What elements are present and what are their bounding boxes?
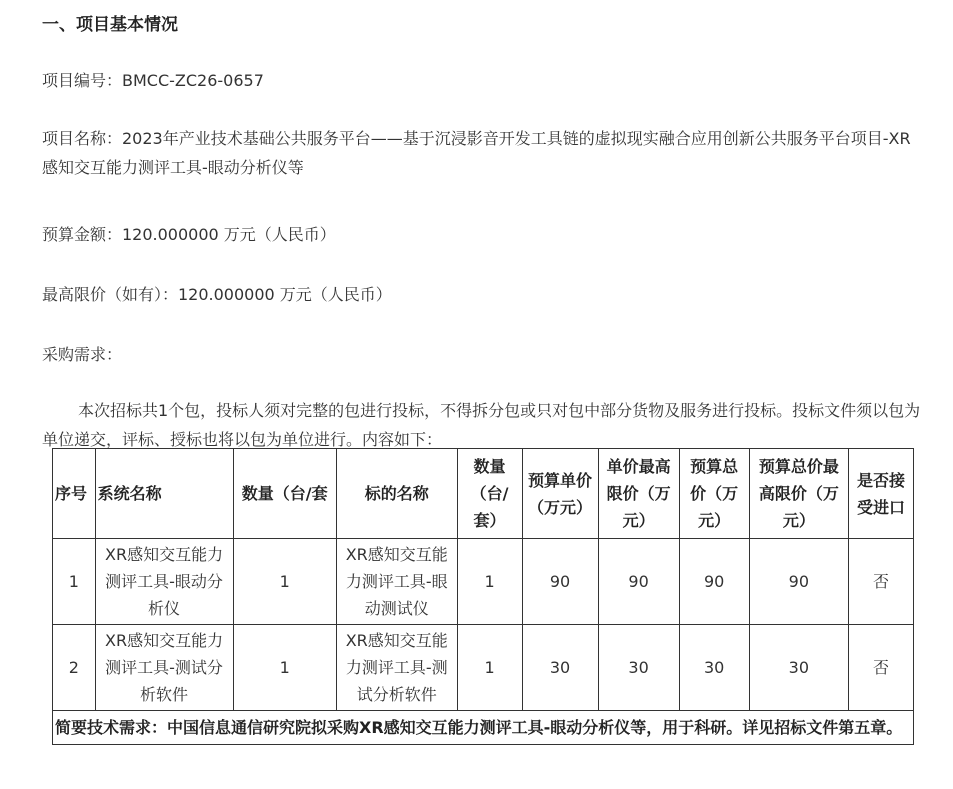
table-row <box>53 539 914 625</box>
intro-paragraph: 本次招标共1个包，投标人须对完整的包进行投标，不得拆分包或只对包中部分货物及服务进行投标。投标文件须以包为单位递交，评标、授标也将以包为单位进行。内容如下： <box>42 401 921 449</box>
cell-unit-budget: 90 <box>522 539 598 625</box>
table-header-row <box>53 449 914 539</box>
cell-total-max-price: 30 <box>749 625 848 711</box>
cell-total-max-price: 90 <box>749 539 848 625</box>
cell-unit-max-price: 90 <box>598 539 679 625</box>
cell-system-name: XR感知交互能力测评工具-眼动分析仪 <box>95 539 233 625</box>
cell-seq: 1 <box>53 539 96 625</box>
project-number: 项目编号：BMCC-ZC26-0657 <box>42 71 264 90</box>
header-total-budget: 预算总价（万元） <box>679 449 749 539</box>
cell-accept-import: 否 <box>849 625 914 711</box>
procurement-table <box>52 448 914 745</box>
cell-quantity: 1 <box>233 625 336 711</box>
header-system-name: 系统名称 <box>95 449 233 539</box>
header-unit-max-price: 单价最高限价（万元） <box>598 449 679 539</box>
cell-unit-max-price: 30 <box>598 625 679 711</box>
cell-unit-budget: 30 <box>522 625 598 711</box>
cell-total-budget: 30 <box>679 625 749 711</box>
header-quantity: 数量（台/套 <box>233 449 336 539</box>
max-price: 最高限价（如有）：120.000000 万元（人民币） <box>42 285 392 304</box>
header-unit-budget: 预算单价（万元） <box>522 449 598 539</box>
cell-quantity-2: 1 <box>457 625 522 711</box>
header-seq: 序号 <box>53 449 96 539</box>
technical-summary: 简要技术需求：中国信息通信研究院拟采购XR感知交互能力测评工具-眼动分析仪等，用于科研。详见招标文件第五章。 <box>53 711 914 745</box>
cell-quantity-2: 1 <box>457 539 522 625</box>
cell-accept-import: 否 <box>849 539 914 625</box>
header-accept-import: 是否接受进口 <box>849 449 914 539</box>
table-summary-row <box>53 711 914 745</box>
header-quantity-2: 数量（台/套） <box>457 449 522 539</box>
header-item-name: 标的名称 <box>336 449 457 539</box>
project-name: 项目名称：2023年产业技术基础公共服务平台——基于沉浸影音开发工具链的虚拟现实融合应用创新公共服务平台项目-XR感知交互能力测评工具-眼动分析仪等 <box>42 129 911 177</box>
cell-quantity: 1 <box>233 539 336 625</box>
cell-item-name: XR感知交互能力测评工具-测试分析软件 <box>336 625 457 711</box>
cell-item-name: XR感知交互能力测评工具-眼动测试仪 <box>336 539 457 625</box>
cell-system-name: XR感知交互能力测评工具-测试分析软件 <box>95 625 233 711</box>
cell-seq: 2 <box>53 625 96 711</box>
table-row <box>53 625 914 711</box>
cell-total-budget: 90 <box>679 539 749 625</box>
budget-amount: 预算金额：120.000000 万元（人民币） <box>42 225 336 244</box>
header-total-max-price: 预算总价最高限价（万元） <box>749 449 848 539</box>
requirement-label: 采购需求： <box>42 345 123 364</box>
section-title: 一、项目基本情况 <box>42 15 178 35</box>
